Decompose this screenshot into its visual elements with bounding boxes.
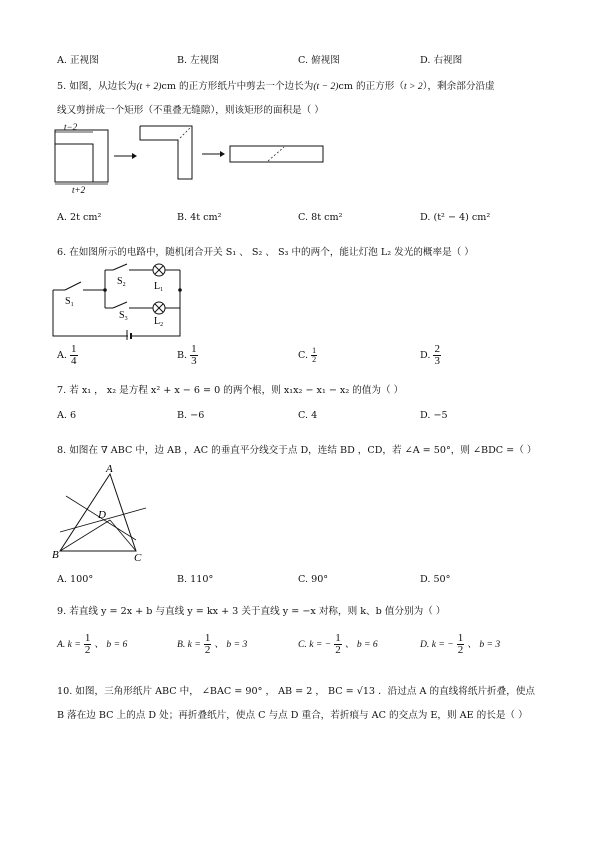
q7-stem: 7. 若 x₁ ， x₂ 是方程 x² + x − 6 = 0 的两个根，则 x₁x₂ − x₁ − x₂ 的值为（ ）: [57, 385, 404, 396]
q6-stem: 6. 在如图所示的电路中，随机闭合开关 S₁ 、 S₂ 、 S₃ 中的两个，能让灯泡 L₂ 发光的概率是（ ）: [57, 247, 474, 258]
q9-option-c: C. k = − $\frac{1}{2}$ 、 b = 6: [298, 632, 378, 656]
q8-option-a: A. 100°: [57, 574, 94, 585]
q8-option-b: B. 110°: [177, 574, 214, 585]
arrow-icon: [220, 151, 225, 157]
q5-stem-line2: 线又剪拼成一个矩形（不重叠无缝隙），则该矩形的面积是（ ）: [57, 105, 324, 116]
q5-label-t-minus-2: t−2: [64, 122, 78, 132]
q6-option-c: C. $\frac{1}{2}$: [298, 346, 317, 364]
q6-label-l1: $L_1$: [154, 281, 164, 293]
q6-label-s2: $S_2$: [117, 276, 126, 288]
q9-option-a: A. k = $\frac{1}{2}$ 、 b = 6: [57, 632, 128, 656]
q5-option-b: B. 4t cm²: [177, 212, 222, 223]
q4-option-d: D. 右视图: [420, 55, 463, 66]
q8-triangle-figure: [48, 460, 158, 565]
arrow-icon: [132, 153, 137, 159]
q8-option-c: C. 90°: [298, 574, 329, 585]
q8-label-d: D: [98, 509, 106, 521]
q8-label-c: C: [134, 552, 142, 564]
q6-option-d: D. $\frac{2}{3}$: [420, 343, 440, 367]
q7-option-c: C. 4: [298, 410, 318, 421]
q5-stem-line1: 5. 如图，从边长为(t + 2)cm 的正方形纸片中剪去一个边长为(t − 2)cm 的正方形（t > 2），剩余部分沿虚: [57, 81, 495, 92]
q9-stem: 9. 若直线 y = 2x + b 与直线 y = kx + 3 关于直线 y = −x 对称，则 k、b 值分别为（ ）: [57, 606, 446, 617]
q5-option-d: D. (t² − 4) cm²: [420, 212, 491, 223]
q6-label-l2: $L_2$: [154, 316, 164, 328]
q6-circuit-figure: [45, 260, 195, 340]
q7-option-a: A. 6: [57, 410, 77, 421]
q5-option-a: A. 2t cm²: [57, 212, 102, 223]
q8-option-d: D. 50°: [420, 574, 451, 585]
q6-label-s1: $S_1$: [65, 296, 74, 308]
q5-figure: [50, 122, 330, 197]
q5-label-t-plus-2: t+2: [72, 185, 86, 195]
q10-stem-line2: B 落在边 BC 上的点 D 处；再折叠纸片，使点 C 与点 D 重合，若折痕与 AC 的交点为 E，则 AE 的长是（ ）: [57, 710, 528, 721]
q7-option-d: D. −5: [420, 410, 448, 421]
q8-label-b: B: [52, 549, 59, 561]
q9-option-b: B. k = $\frac{1}{2}$ 、 b = 3: [177, 632, 248, 656]
q8-label-a: A: [106, 463, 113, 475]
q9-option-d: D. k = − $\frac{1}{2}$ 、 b = 3: [420, 632, 501, 656]
q6-option-a: A. $\frac{1}{4}$: [57, 343, 77, 367]
q4-option-b: B. 左视图: [177, 55, 219, 66]
q10-stem-line1: 10. 如图，三角形纸片 ABC 中， ∠BAC = 90° ， AB = 2 ， BC = √13 ．沿过点 A 的直线将纸片折叠，使点: [57, 686, 536, 697]
q4-option-a: A. 正视图: [57, 55, 99, 66]
q4-option-c: C. 俯视图: [298, 55, 340, 66]
q5-option-c: C. 8t cm²: [298, 212, 343, 223]
q6-label-s3: $S_3$: [119, 310, 128, 322]
q6-option-b: B. $\frac{1}{3}$: [177, 343, 197, 367]
q7-option-b: B. −6: [177, 410, 205, 421]
q8-stem: 8. 如图在 ∇ ABC 中，边 AB ，AC 的垂直平分线交于点 D，连结 BD ，CD，若 ∠A = 50°，则 ∠BDC =（ ）: [57, 445, 537, 456]
